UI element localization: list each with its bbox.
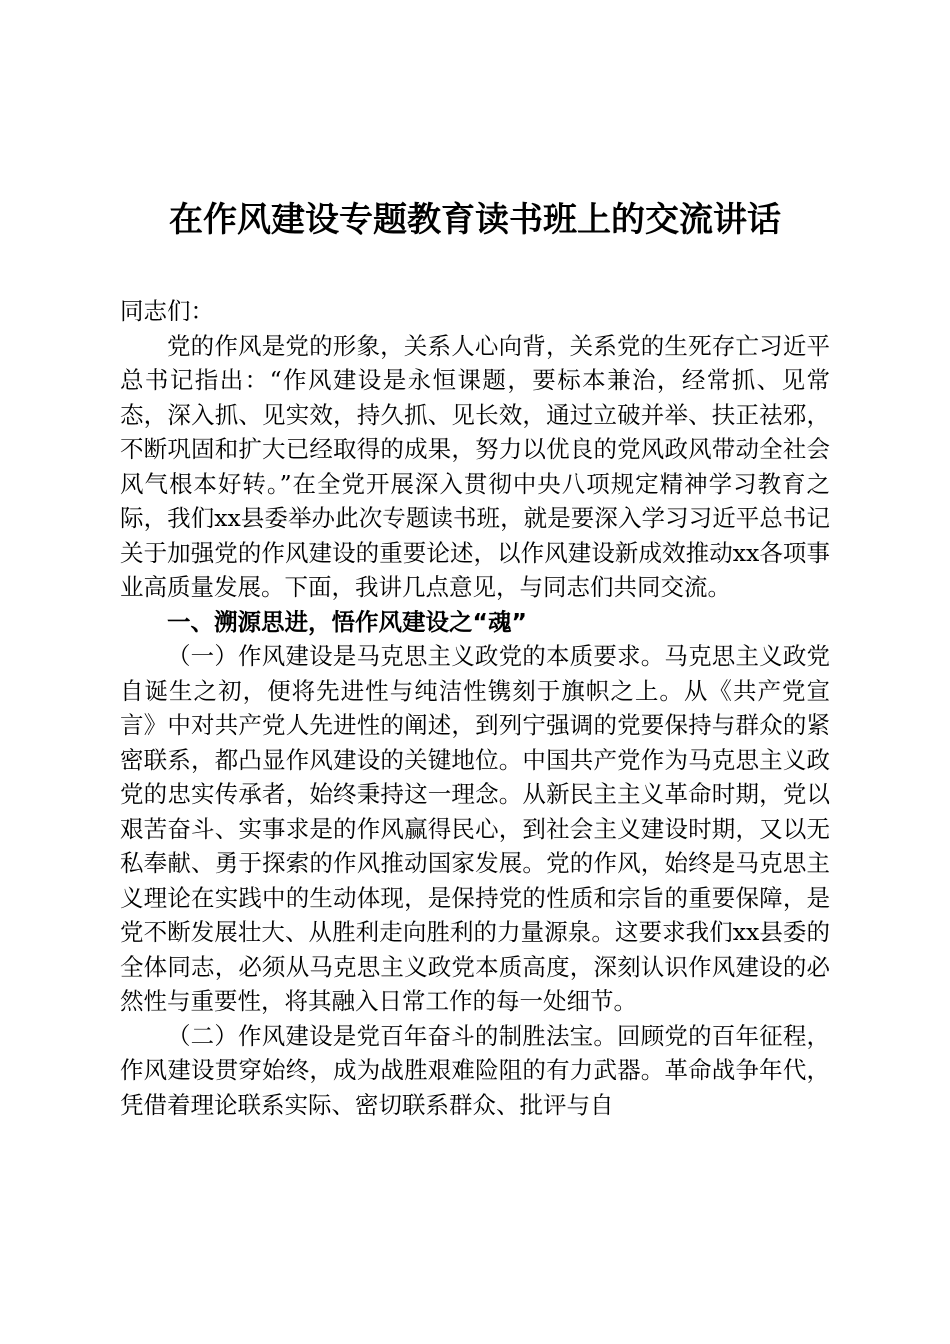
document-body (120, 294, 830, 1122)
document-title: 在作风建设专题教育读书班上的交流讲话 (169, 200, 781, 240)
salutation: 同志们： (120, 297, 214, 325)
intro-paragraph: 党的作风是党的形象，关系人心向背，关系党的生死存亡习近平总书记指出：“作风建设是永恒课题，要标本兼治，经常抓、见常态，深入抓、见实效，持久抓、见长效，通过立破并举、扶正祛邪，不断巩固和扩大已经取得的成果，努力以优良的党风政风带动全社会风气根本好转。”在全党开展深入贯彻中央八项规定精神学习教育之际，我们xx县委举办此次专题读书班，就是要深入学习习近平总书记关于加强党的作风建设的重要论述，以作风建设新成效推动xx各项事业高质量发展。下面，我讲几点意见，与同志们共同交流。 (120, 331, 830, 601)
section1-paragraph-2: （二）作风建设是党百年奋斗的制胜法宝。回顾党的百年征程，作风建设贯穿始终，成为战胜艰难险阻的有力武器。革命战争年代，凭借着理论联系实际、密切联系群众、批评与自 (120, 1021, 830, 1119)
section-heading-1: 一、溯源思进，悟作风建设之“魂” (167, 607, 527, 636)
section1-paragraph-1: （一）作风建设是马克思主义政党的本质要求。马克思主义政党自诞生之初，便将先进性与纯洁性镌刻于旗帜之上。从《共产党宣言》中对共产党人先进性的阐述，到列宁强调的党要保持与群众的紧密联系，都凸显作风建设的关键地位。中国共产党作为马克思主义政党的忠实传承者，始终秉持这一理念。从新民主主义革命时期，党以艰苦奋斗、实事求是的作风赢得民心，到社会主义建设时期，又以无私奉献、勇于探索的作风推动国家发展。党的作风，始终是马克思主义理论在实践中的生动体现，是保持党的性质和宗旨的重要保障，是党不断发展壮大、从胜利走向胜利的力量源泉。这要求我们xx县委的全体同志，必须从马克思主义政党本质高度，深刻认识作风建设的必然性与重要性，将其融入日常工作的每一处细节。 (120, 642, 830, 1015)
